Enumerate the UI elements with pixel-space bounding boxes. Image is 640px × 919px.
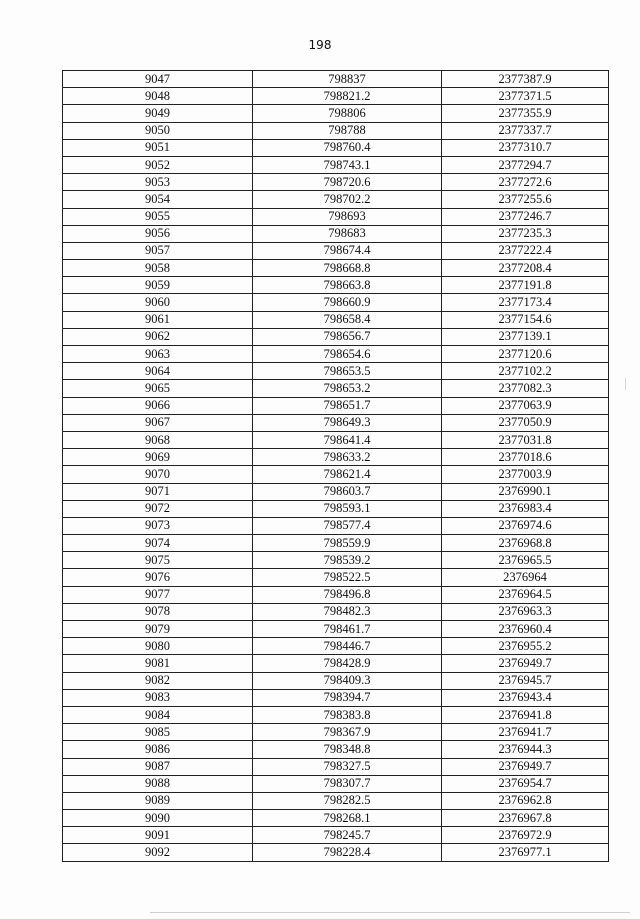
y-coordinate-cell: 2377294.7 (442, 156, 609, 173)
table-row (63, 500, 609, 517)
y-coordinate-cell: 2377272.6 (442, 174, 609, 191)
table-row (63, 449, 609, 466)
table-row (63, 552, 609, 569)
table-row (63, 844, 609, 861)
x-coordinate-cell: 798668.8 (253, 260, 442, 277)
point-number-cell: 9079 (63, 621, 253, 638)
x-coordinate-cell: 798307.7 (253, 775, 442, 792)
y-coordinate-cell: 2377082.3 (442, 380, 609, 397)
x-coordinate-cell: 798409.3 (253, 672, 442, 689)
table-row (63, 346, 609, 363)
point-number-cell: 9061 (63, 311, 253, 328)
table-row (63, 71, 609, 88)
x-coordinate-cell: 798641.4 (253, 431, 442, 448)
y-coordinate-cell: 2376990.1 (442, 483, 609, 500)
y-coordinate-cell: 2376954.7 (442, 775, 609, 792)
table-row (63, 483, 609, 500)
point-number-cell: 9050 (63, 122, 253, 139)
y-coordinate-cell: 2377222.4 (442, 242, 609, 259)
x-coordinate-cell: 798660.9 (253, 294, 442, 311)
point-number-cell: 9088 (63, 775, 253, 792)
point-number-cell: 9062 (63, 328, 253, 345)
x-coordinate-cell: 798539.2 (253, 552, 442, 569)
y-coordinate-cell: 2377050.9 (442, 414, 609, 431)
point-number-cell: 9075 (63, 552, 253, 569)
y-coordinate-cell: 2377003.9 (442, 466, 609, 483)
y-coordinate-cell: 2376968.8 (442, 535, 609, 552)
x-coordinate-cell: 798837 (253, 71, 442, 88)
x-coordinate-cell: 798651.7 (253, 397, 442, 414)
table-row (63, 328, 609, 345)
x-coordinate-cell: 798621.4 (253, 466, 442, 483)
table-row (63, 466, 609, 483)
point-number-cell: 9090 (63, 810, 253, 827)
point-number-cell: 9059 (63, 277, 253, 294)
x-coordinate-cell: 798653.5 (253, 363, 442, 380)
x-coordinate-cell: 798653.2 (253, 380, 442, 397)
table-row (63, 242, 609, 259)
table-row (63, 191, 609, 208)
coordinates-table-body (63, 71, 609, 862)
table-row (63, 517, 609, 534)
table-row (63, 414, 609, 431)
x-coordinate-cell: 798268.1 (253, 810, 442, 827)
point-number-cell: 9052 (63, 156, 253, 173)
point-number-cell: 9087 (63, 758, 253, 775)
point-number-cell: 9084 (63, 706, 253, 723)
y-coordinate-cell: 2376944.3 (442, 741, 609, 758)
x-coordinate-cell: 798559.9 (253, 535, 442, 552)
x-coordinate-cell: 798743.1 (253, 156, 442, 173)
point-number-cell: 9089 (63, 792, 253, 809)
x-coordinate-cell: 798720.6 (253, 174, 442, 191)
scan-bottom-edge (150, 912, 630, 913)
table-row (63, 827, 609, 844)
table-row (63, 638, 609, 655)
table-row (63, 363, 609, 380)
point-number-cell: 9065 (63, 380, 253, 397)
y-coordinate-cell: 2376974.6 (442, 517, 609, 534)
point-number-cell: 9083 (63, 689, 253, 706)
point-number-cell: 9076 (63, 569, 253, 586)
y-coordinate-cell: 2377102.2 (442, 363, 609, 380)
x-coordinate-cell: 798367.9 (253, 724, 442, 741)
x-coordinate-cell: 798649.3 (253, 414, 442, 431)
point-number-cell: 9063 (63, 346, 253, 363)
point-number-cell: 9091 (63, 827, 253, 844)
table-row (63, 294, 609, 311)
table-row (63, 431, 609, 448)
table-row (63, 758, 609, 775)
table-row (63, 586, 609, 603)
table-row (63, 775, 609, 792)
coordinates-table (62, 70, 609, 862)
y-coordinate-cell: 2377120.6 (442, 346, 609, 363)
point-number-cell: 9047 (63, 71, 253, 88)
point-number-cell: 9078 (63, 603, 253, 620)
y-coordinate-cell: 2377139.1 (442, 328, 609, 345)
x-coordinate-cell: 798788 (253, 122, 442, 139)
point-number-cell: 9086 (63, 741, 253, 758)
table-row (63, 603, 609, 620)
table-row (63, 741, 609, 758)
x-coordinate-cell: 798658.4 (253, 311, 442, 328)
y-coordinate-cell: 2376967.8 (442, 810, 609, 827)
y-coordinate-cell: 2377310.7 (442, 139, 609, 156)
point-number-cell: 9092 (63, 844, 253, 861)
point-number-cell: 9054 (63, 191, 253, 208)
table-row (63, 208, 609, 225)
table-row (63, 380, 609, 397)
x-coordinate-cell: 798496.8 (253, 586, 442, 603)
y-coordinate-cell: 2377154.6 (442, 311, 609, 328)
y-coordinate-cell: 2376949.7 (442, 655, 609, 672)
table-row (63, 792, 609, 809)
point-number-cell: 9051 (63, 139, 253, 156)
x-coordinate-cell: 798656.7 (253, 328, 442, 345)
y-coordinate-cell: 2377235.3 (442, 225, 609, 242)
point-number-cell: 9074 (63, 535, 253, 552)
point-number-cell: 9066 (63, 397, 253, 414)
point-number-cell: 9048 (63, 88, 253, 105)
x-coordinate-cell: 798674.4 (253, 242, 442, 259)
x-coordinate-cell: 798228.4 (253, 844, 442, 861)
x-coordinate-cell: 798482.3 (253, 603, 442, 620)
table-row (63, 535, 609, 552)
y-coordinate-cell: 2377337.7 (442, 122, 609, 139)
scan-margin-mark (625, 378, 626, 390)
y-coordinate-cell: 2376977.1 (442, 844, 609, 861)
point-number-cell: 9058 (63, 260, 253, 277)
point-number-cell: 9060 (63, 294, 253, 311)
point-number-cell: 9049 (63, 105, 253, 122)
point-number-cell: 9055 (63, 208, 253, 225)
point-number-cell: 9056 (63, 225, 253, 242)
y-coordinate-cell: 2376963.3 (442, 603, 609, 620)
page-number: 198 (308, 38, 332, 52)
y-coordinate-cell: 2377063.9 (442, 397, 609, 414)
table-row (63, 569, 609, 586)
table-row (63, 655, 609, 672)
point-number-cell: 9070 (63, 466, 253, 483)
y-coordinate-cell: 2376941.8 (442, 706, 609, 723)
x-coordinate-cell: 798348.8 (253, 741, 442, 758)
point-number-cell: 9073 (63, 517, 253, 534)
y-coordinate-cell: 2376962.8 (442, 792, 609, 809)
y-coordinate-cell: 2377255.6 (442, 191, 609, 208)
x-coordinate-cell: 798383.8 (253, 706, 442, 723)
x-coordinate-cell: 798654.6 (253, 346, 442, 363)
point-number-cell: 9057 (63, 242, 253, 259)
y-coordinate-cell: 2376941.7 (442, 724, 609, 741)
y-coordinate-cell: 2376955.2 (442, 638, 609, 655)
table-row (63, 689, 609, 706)
table-row (63, 174, 609, 191)
point-number-cell: 9069 (63, 449, 253, 466)
table-row (63, 621, 609, 638)
table-row (63, 706, 609, 723)
x-coordinate-cell: 798633.2 (253, 449, 442, 466)
point-number-cell: 9082 (63, 672, 253, 689)
table-row (63, 810, 609, 827)
point-number-cell: 9072 (63, 500, 253, 517)
y-coordinate-cell: 2376943.4 (442, 689, 609, 706)
x-coordinate-cell: 798663.8 (253, 277, 442, 294)
x-coordinate-cell: 798245.7 (253, 827, 442, 844)
x-coordinate-cell: 798577.4 (253, 517, 442, 534)
table-row (63, 397, 609, 414)
y-coordinate-cell: 2377246.7 (442, 208, 609, 225)
y-coordinate-cell: 2377371.5 (442, 88, 609, 105)
point-number-cell: 9077 (63, 586, 253, 603)
y-coordinate-cell: 2377387.9 (442, 71, 609, 88)
x-coordinate-cell: 798446.7 (253, 638, 442, 655)
point-number-cell: 9071 (63, 483, 253, 500)
point-number-cell: 9085 (63, 724, 253, 741)
y-coordinate-cell: 2376964 (442, 569, 609, 586)
y-coordinate-cell: 2377173.4 (442, 294, 609, 311)
y-coordinate-cell: 2376983.4 (442, 500, 609, 517)
x-coordinate-cell: 798806 (253, 105, 442, 122)
point-number-cell: 9081 (63, 655, 253, 672)
point-number-cell: 9067 (63, 414, 253, 431)
table-row (63, 311, 609, 328)
x-coordinate-cell: 798760.4 (253, 139, 442, 156)
point-number-cell: 9064 (63, 363, 253, 380)
x-coordinate-cell: 798821.2 (253, 88, 442, 105)
x-coordinate-cell: 798603.7 (253, 483, 442, 500)
y-coordinate-cell: 2377031.8 (442, 431, 609, 448)
table-row (63, 724, 609, 741)
x-coordinate-cell: 798522.5 (253, 569, 442, 586)
point-number-cell: 9053 (63, 174, 253, 191)
x-coordinate-cell: 798327.5 (253, 758, 442, 775)
table-row (63, 672, 609, 689)
table-row (63, 139, 609, 156)
table-row (63, 277, 609, 294)
x-coordinate-cell: 798593.1 (253, 500, 442, 517)
x-coordinate-cell: 798683 (253, 225, 442, 242)
y-coordinate-cell: 2376960.4 (442, 621, 609, 638)
point-number-cell: 9080 (63, 638, 253, 655)
table-row (63, 156, 609, 173)
y-coordinate-cell: 2377355.9 (442, 105, 609, 122)
x-coordinate-cell: 798394.7 (253, 689, 442, 706)
table-row (63, 105, 609, 122)
y-coordinate-cell: 2377191.8 (442, 277, 609, 294)
x-coordinate-cell: 798461.7 (253, 621, 442, 638)
table-row (63, 88, 609, 105)
y-coordinate-cell: 2376972.9 (442, 827, 609, 844)
table-row (63, 225, 609, 242)
point-number-cell: 9068 (63, 431, 253, 448)
x-coordinate-cell: 798702.2 (253, 191, 442, 208)
y-coordinate-cell: 2377208.4 (442, 260, 609, 277)
y-coordinate-cell: 2377018.6 (442, 449, 609, 466)
x-coordinate-cell: 798282.5 (253, 792, 442, 809)
x-coordinate-cell: 798428.9 (253, 655, 442, 672)
y-coordinate-cell: 2376945.7 (442, 672, 609, 689)
table-row (63, 260, 609, 277)
table-row (63, 122, 609, 139)
x-coordinate-cell: 798693 (253, 208, 442, 225)
y-coordinate-cell: 2376949.7 (442, 758, 609, 775)
y-coordinate-cell: 2376965.5 (442, 552, 609, 569)
y-coordinate-cell: 2376964.5 (442, 586, 609, 603)
